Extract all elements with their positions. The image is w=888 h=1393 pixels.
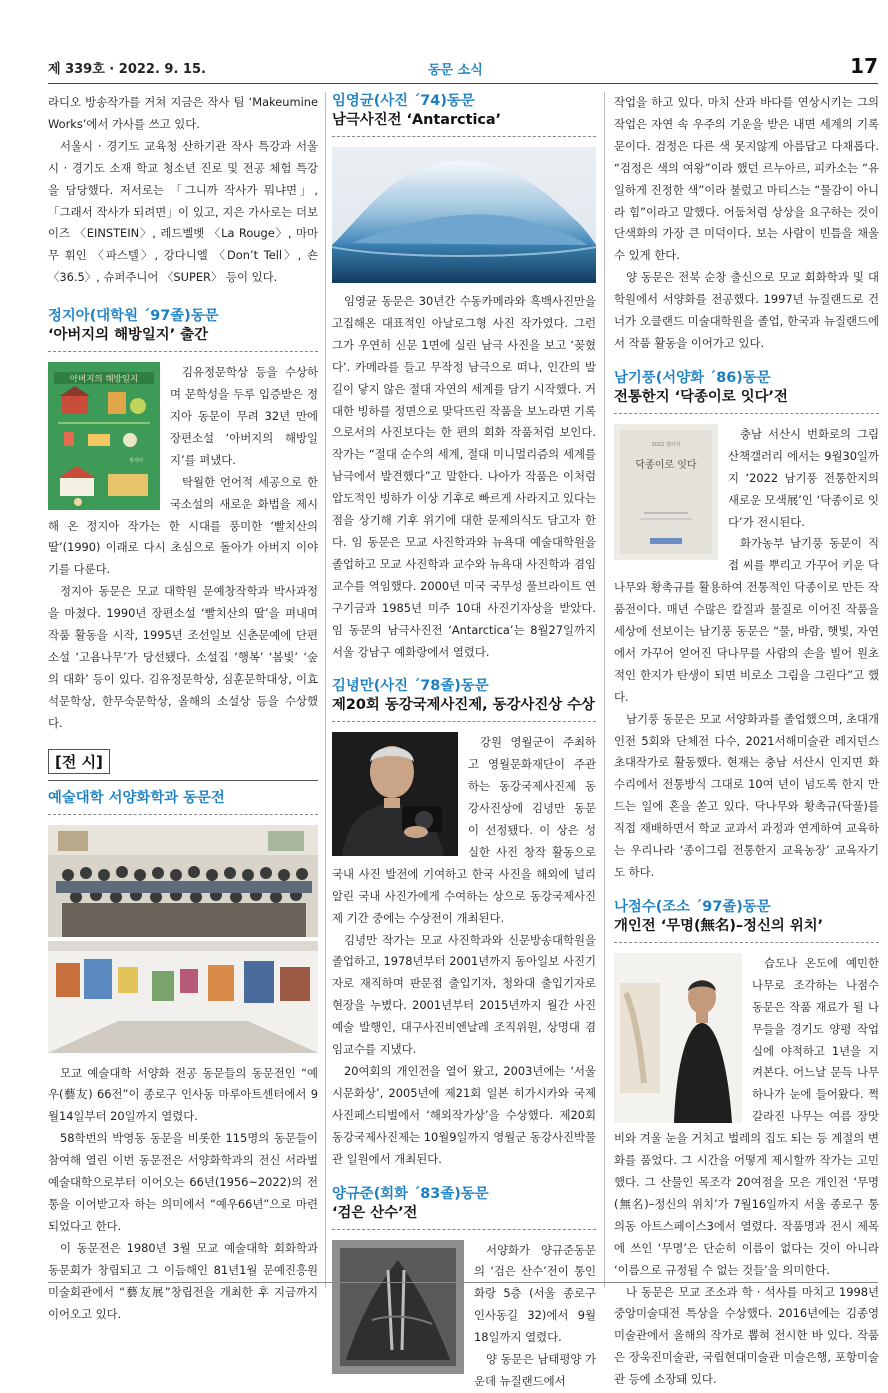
article-subtitle: 전통한지 ‘닥종이로 잇다’전 — [614, 388, 788, 405]
page-number: 17 — [850, 54, 878, 78]
article-body: 정지아 동문은 모교 대학원 문예창작학과 박사과정을 마쳤다. 1990년 장편소설 ‘빨치산의 딸’을 펴내며 작품 활동을 시작, 1995년 조선일보 신춘문예에 단편소설 ‘고욤나무’가 당선됐다. 소설집 ‘행복’ ‘봄빛’ ‘숲의 대화’ 등이 있다. 김유정문학상, 심훈문학대상, 이효석문학상, 한무숙문학상, 올해의 소설상 등을 수상했다. — [48, 584, 318, 730]
article-title: 양규준(회화 ´83졸)동문 — [332, 1185, 489, 1202]
article-body: 임영균 동문은 30년간 수동카메라와 흑백사진만을 고집해온 대표적인 아날로그형 사진 작가였다. 그런 그가 우연히 신문 1면에 실린 남극 사진을 보고 ‘꽂혔다’. 카메라를 들고 무작정 남극으로 떠나, 인간의 발길이 닿지 않은 절대 자연의 세계를 담기 시작했다. 거대한 빙하를 정면으로 맞닥뜨린 작품을 보노라면 기록으로서의 사진보다는 한 편의 회화 작품처럼 보인다. 작가는 “절대 순수의 세계, 절대 미니멀리즘의 세계를 남극에서 발견했다”고 말한다. 나아가 작품은 이처럼 압도적인 빙하가 이상 기후로 빠르게 사라지고 있다는 점을 상기해 기후 위기에 대한 문제의식도 담고자 한다. 임 동문은 모교 사진학과와 뉴욕대 예술대학원을 졸업하고 모교 사진학과 교수와 뉴욕대 사진학과 겸임교수를 역임했다. 2000년 미국 국무성 풀브라이트 연구기금과 1985년 미주 10대 사진기자상을 받았다. 임 동문의 남극사진전 ‘Antarctica’는 8월27일까지 서울 강남구 예화랑에서 열렸다. — [332, 294, 596, 659]
footer-rule — [48, 1282, 878, 1283]
article-subtitle: 제20회 동강국제사진제, 동강사진상 수상 — [332, 697, 595, 714]
portrait-photo — [332, 732, 458, 856]
dashed-divider — [332, 136, 596, 137]
exhibition-hall — [48, 941, 318, 1053]
intro-text: 라디오 방송작가를 거쳐 지금은 작사 팀 ‘Makeumine Works’에서 가사를 쓰고 있다. — [48, 95, 318, 131]
portrait-photo-image — [332, 732, 458, 856]
artist-photo — [614, 953, 742, 1123]
article-body: 서양화가 양규준동문의 ‘검은 산수’전이 통인화랑 5층 (서울 종로구 인사동길 32)에서 9월 18일까지 열렸다. — [474, 1242, 596, 1345]
section-name: 동문 소식 — [428, 63, 483, 78]
section-label: [전 시] — [48, 749, 110, 774]
black-landscape-image — [332, 1240, 464, 1374]
exhibition-poster-image — [614, 424, 718, 560]
dashed-divider — [614, 413, 879, 414]
article-body: 양 동문은 전북 순창 출신으로 모교 회화학과 및 대학원에서 서양화를 전공했다. 1997년 뉴질랜드로 건너가 오클랜드 미술대학원을 졸업, 한국과 뉴질랜드에서 작품 활동을 이어가고 있다. — [614, 270, 879, 350]
book-cover-title: 아버지의 해방일지 — [69, 374, 139, 385]
group-photo-image — [48, 825, 318, 937]
article-title: 임영균(사진 ´74)동문 — [332, 93, 475, 109]
article-title: 나점수(조소 ´97졸)동문 — [614, 898, 771, 915]
book-cover-art — [48, 362, 160, 510]
column-1 — [48, 92, 318, 1321]
book-cover-image — [48, 362, 160, 510]
dashed-divider — [48, 814, 318, 815]
article-body: 탁월한 언어적 세공으로 한국소설의 새로운 화법을 제시해 온 정지아 작가는 한 시대를 풍미한 ‘빨치산의 딸’(1990) 이래로 다시 초심으로 돌아가 아버지 이야기를 다룬다. — [48, 474, 318, 577]
article-body: 강원 영월군이 주최하고 영월문화재단이 주관하는 동강국제사진제 동강사진상에 김녕만 동문이 선정됐다. 이 상은 성실한 사진 창작 활동으로 국내 사진 발전에 기여하고 한국 사진을 해외에 널리 알린 국내 사진가에게 수여하는 상으로 동강국제사진제 기간 중에는 수상전이 개최된다. — [332, 735, 596, 925]
group-photo — [48, 825, 318, 937]
article-body: 58학번의 박영동 동문을 비롯한 115명의 동문들이 참여해 열린 이번 동문전은 서양화학과의 전신 서라벌예술대학으로부터 이어오는 66년(1956~2022)의 전통을 이어받고자 하는 의미에서 “예우66년”으로 마련되었다고 한다. — [48, 1131, 318, 1233]
issue-date: 제 339호 · 2022. 9. 15. — [48, 62, 206, 77]
article-subtitle: 남극사진전 ‘Antarctica’ — [332, 112, 502, 128]
book-cover-author: 정지아 — [128, 458, 144, 465]
article-body: 김녕만 작가는 모교 사진학과와 신문방송대학원을 졸업하고, 1978년부터 2001년까지 동아일보 사진기자로 재직하며 판문점 출입기자, 청와대 출입기자로 현장을 누볐다. 2001년부터 2015년까지 월간 사진예술 발행인, 대구사진비엔날레 조직위원, 상명대 겸임교수를 지냈다. — [332, 932, 596, 1057]
article-body: 양 동문은 남태평양 가운데 뉴질랜드에서 — [474, 1352, 596, 1388]
black-landscape-painting — [332, 1240, 464, 1374]
column-2 — [332, 92, 596, 1388]
dashed-divider — [332, 1229, 596, 1230]
dashed-divider — [332, 721, 596, 722]
article-body: 20여회의 개인전을 열어 왔고, 2003년에는 ‘서울 시문화상’, 2005년에 제21회 일본 히가시카와 국제사진페스티벌에서 ‘해외작가상’을 수상했다. 제20회 동강국제사진제는 10월9일까지 영월군 동강사진박물관 일원에서 개최된다. — [332, 1064, 596, 1166]
column-divider — [604, 92, 605, 1288]
article-body: 충남 서산시 번화로의 그림산책갤러리 에서는 9월30일까지 ‘2022 남기풍 전통한지의 새로운 모색展’인 ‘닥종이로 잇다’가 전시된다. — [728, 426, 879, 529]
page-header — [48, 54, 878, 80]
article-subtitle: ‘아버지의 해방일지’ 출간 — [48, 327, 208, 344]
glacier-photo — [332, 147, 596, 283]
section-rule — [48, 780, 318, 781]
exhibition-poster — [614, 424, 718, 560]
exhibition-hall-image — [48, 941, 318, 1053]
header-rule — [48, 83, 878, 84]
article-body: 나 동문은 모교 조소과 학 · 석사를 마치고 1998년 중앙미술대전 특상을 수상했다. 2016년에는 김종영미술관에서 올해의 작가로 뽑혀 전시한 바 있다. 작품은 장욱진미술관, 국립현대미술관 미술은행, 포항미술관 등에 소장돼 있다. — [614, 1284, 879, 1387]
article-body: 김유정문학상 등을 수상하며 문학성을 두루 입증받은 정지아 동문이 무려 32년 만에 장편소설 ‘아버지의 해방일지’를 펴냈다. — [170, 365, 318, 467]
article-body: 작업을 하고 있다. 마치 산과 바다를 연상시키는 그의 작업은 자연 속 우주의 기운을 받은 내면 세계의 기록문이다. 검정은 다른 색 못지않게 아름답고 다채롭다. “검정은 색의 여왕”이라 했던 르누아르, 피카소는 “유일하게 진정한 색”이라 불렀고 마티스는 “물감이 아니라 힘”이라고 말했다. 어둠처럼 상상을 요구하는 것이 단색화의 가장 큰 미덕이다. 보는 사람이 빈틈을 채울 수 있게 한다. — [614, 95, 879, 263]
column-divider — [325, 92, 326, 1288]
glacier-photo-image — [332, 147, 596, 283]
article-title: 정지아(대학원 ´97졸)동문 — [48, 308, 219, 325]
article-title: 남기풍(서양화 ´86)동문 — [614, 369, 771, 386]
article-subtitle: 개인전 ‘무명(無名)–정신의 위치’ — [614, 917, 824, 934]
intro-text: 서울시 · 경기도 교육청 산하기관 작사 특강과 서울시 · 경기도 소재 학교 청소년 진로 및 전공 체험 특강을 담당했다. 저서로는 「그니까 작사가 뭐냐면」, 「그래서 작사가 되려면」이 있고, 지은 가사로는 더보이즈 〈EINSTEIN〉, 레드벨벳 〈La Rouge〉, 마마무 휘인 〈파스텔〉, 강다니엘 〈Don’t Tell〉, 숀 〈36.5〉, 슈퍼주니어 〈SUPER〉 등이 있다. — [48, 138, 318, 285]
article-body: 이 동문전은 1980년 3월 모교 예술대학 회화학과 동문회가 창립되고 그 이듬해인 81년1월 문예진흥원 미술회관에서 “藝友展”창립전을 개최한 후 지금까지 이어오고 있다. — [48, 1240, 318, 1321]
article-body: 모교 예술대학 서양화 전공 동문들의 동문전인 “예우(藝友) 66전”이 종로구 인사동 마루아트센터에서 9월14일부터 20일까지 열렸다. — [48, 1065, 318, 1124]
article-title: 김녕만(사진 ´78졸)동문 — [332, 678, 489, 695]
column-3 — [614, 92, 879, 1387]
article-title: 예술대학 서양화학과 동문전 — [48, 789, 225, 806]
dashed-divider — [614, 942, 879, 943]
poster-title: 닥종이로 잇다 — [635, 459, 697, 471]
article-subtitle: ‘검은 산수’전 — [332, 1204, 418, 1221]
article-body: 남기풍 동문은 모교 서양화과를 졸업했으며, 초대개인전 5회와 단체전 다수, 2021서해미술관 레지던스 초대작가로 활동했다. 현재는 충남 서산시 인지면 화수리에서 전통방식 그대로 10여 년이 넘도록 한지 만드는 일에 혼을 쏟고 있다. 닥나무와 황촉규(닥풀)를 직접 재배하면서 학교 교과서 과정과 연계하여 교육하는 우리나라 ‘종이그림 전통한지 교육농장’ 교육자기도 하다. — [614, 711, 879, 879]
article-body: 습도나 온도에 예민한 나무로 조각하는 나점수 동문은 작품 재료가 될 나무들을 경기도 양평 작업실에 야적하고 1년을 지켜본다. 어느날 문득 나무 하나가 눈에 들어왔다. 쩍 갈라진 나무는 여름 장맛비와 겨울 눈을 거치고 벌레의 집도 되는 등 계절의 변화를 품었다. 그 시간을 어떻게 제시할까 작가는 고민했다. 그 산물인 목조각 20여점을 모은 개인전 ‘무명(無名)–정신의 위치’가 7월16일까지 서울 종로구 통의동 아트스페이스3에서 열렸다. 작품명과 전시 제목에 쓰인 ‘무명’은 단순히 이름이 없다는 것이 아니라 ‘이름으로 규정될 수 없는 것들’을 의미한다. — [614, 955, 879, 1277]
article-body: 화가농부 남기풍 동문이 직접 씨를 뿌리고 가꾸어 키운 닥나무와 황촉규를 활용하여 전통적인 닥종이로 만든 작품전이다. 매년 수많은 칼질과 물질로 이어진 작품을 세상에 선보이는 남기풍 동문은 “물, 바람, 햇빛, 자연에서 가꾸어 얻어진 닥나무를 사람의 손을 빌어 원초적인 한지가 탄생이 되면 비로소 그림을 그린다”고 했다. — [614, 536, 879, 704]
poster-year: 2022 갤러리 — [651, 441, 681, 448]
dashed-divider — [48, 351, 318, 352]
artist-photo-image — [614, 953, 742, 1123]
